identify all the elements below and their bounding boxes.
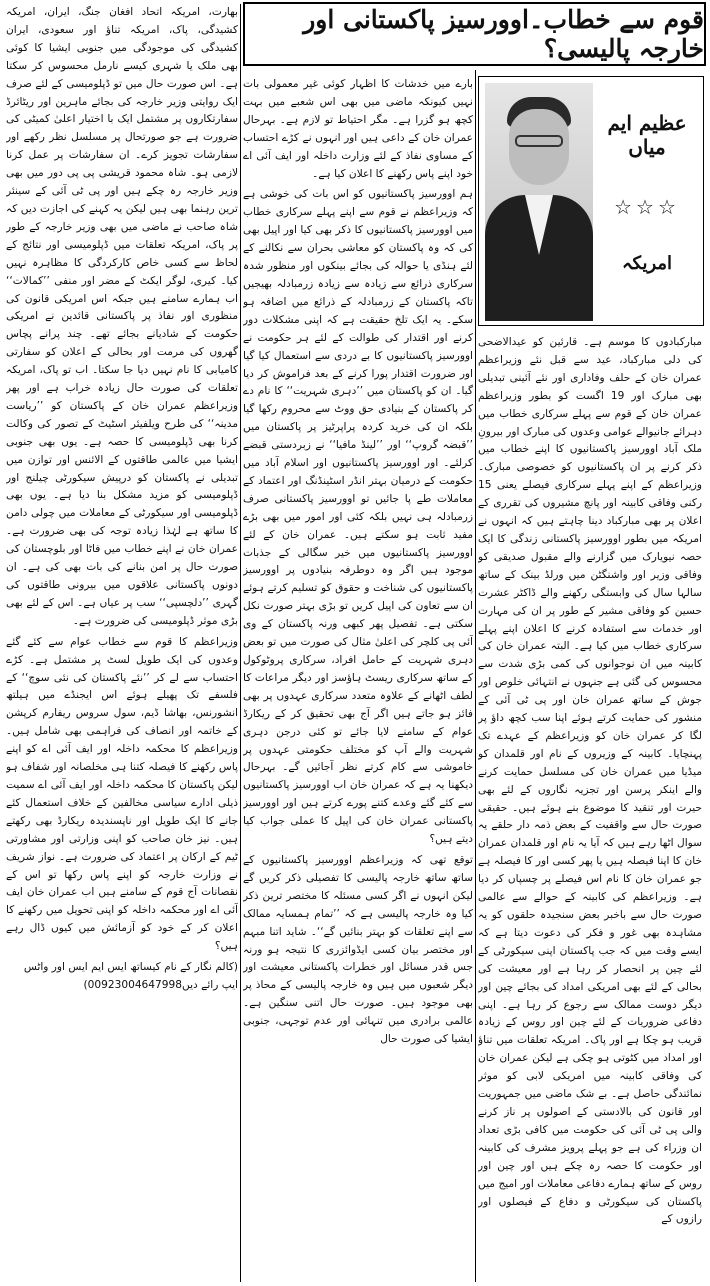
paragraph: وزیراعظم کا قوم سے خطاب عوام سے کئے گئے وعدوں کی ایک طویل لسٹ پر مشتمل ہے۔ کڑے احتساب سے لے کر ’’نئے پاکستان کی نئی سوچ‘‘ کے فلسفے تک پھیلے ہوئے اس ایجنڈے میں ہیلتھ انشورنس، بھاشا ڈیم، سول سروس ریفارم کرپشن کے خاتمہ اور انصاف کی فراہمی بھی شامل ہیں۔ وزیراعظم کا محکمہ داخلہ اور ایف آئی اے کو اپنے پاس رکھنے کا فیصلہ کتنا ہی مخلصانہ اور شفاف ہو لیکن پاکستان کا محکمہ داخلہ اور ایف آئی اے سمیت ذیلی ادارے سیاسی مخالفین کے خلاف استعمال کئے جانے کا ایک طویل اور ناپسندیدہ ریکارڈ بھی رکھتے ہیں۔ نیز خان صاحب کو اپنی وزارتی اور مشاورتی ٹیم کے ارکان پر اعتماد کی ضرورت ہے۔ نواز شریف نے وزارت خارجہ کو اپنے پاس رکھا تو اس کے نقصانات آج قوم کے سامنے ہیں اب عمران خان ایف آئی اے اور محکمہ داخلہ کو اپنی تحویل میں رکھنے کا اعلان کر کے خود کو آزمائش میں کیوں ڈال رہے ہیں؟ <box>6 635 238 953</box>
headline-box <box>243 2 706 66</box>
paragraph: مبارکبادوں کا موسم ہے۔ قارئین کو عیدالاضحی کی دلی مبارکباد، عید سے قبل نئے وزیراعظم عمران خان کے حلف وفاداری اور نئے آئینی تبدیلی بھی مبارک اور 19 اگست کو بطور وزیراعظم عمران خان کے قوم سے پہلے سرکاری خطاب میں دہرائے جانیوالے عوامی وعدوں کی مبارک اور بیرونِ ملک آباد اوورسیز پاکستانیوں کا اپنے خطاب میں ذکر کرنے پر ان پاکستانیوں کو خصوصی مبارک۔ وزیراعظم کے اپنے پہلے سرکاری فیصلے یعنی 15 رکنی وفاقی کابینہ اور پانچ مشیروں کی تقرری کے اعلان پر بھی مبارکباد دینا چاہتے ہیں کہ انہوں نے امریکہ میں بطور اوورسیز پاکستانی زندگی کا ایک حصہ نیویارک میں گزارنے والے مقبول صدیقی کو وفاقی وزیر اور واشنگٹن میں ورلڈ بینک کے ساتھ سالہا سال کی وابستگی رکھنے والے ڈاکٹر عشرت حسین کو وفاقی مشیر کے طور پر ان کی مہارت اور خدمات سے استفادہ کرنے کا اعلان اپنے پہلے سرکاری خطاب میں کیا ہے۔ البتہ عمران خان کی کابینہ میں ان نوجوانوں کی کمی بڑی شدت سے محسوس کی گئی ہے جنہوں نے انتہائی خلوص اور جوش کے ساتھ عمران خان اور پی ٹی آئی کے منشور کی حمایت کرتے ہوئے اپنا سب کچھ داؤ پر لگا کر عمران خان کو وزیراعظم کے عہدے تک پہنچایا۔ کابینہ کے وزیروں کے نام اور قلمدان کو میڈیا میں عمران خان کی مسلسل حمایت کرنے والے اینکر پرسن اور تجزیہ نگاروں کے لئے بھی حیرت اور تنقید کا موضوع بنے ہوئے ہیں۔ حقیقی صورت حال سے واقفیت کے بعض ذمہ دار حلقے یہ سوال اٹھا رہے ہیں کہ آیا یہ نام اور قلمدان عمران خان کا اپنا فیصلہ ہیں یا پھر کسی اور کا فیصلہ ہے جو عمران خان کا نام اس فیصلے پر چسپاں کر دیا ہے۔ وزیراعظم کی کابینہ کے حوالے سے عالمی صورت حال سے باخبر بعض سنجیدہ حلقوں کو یہ مشاہدہ بھی غور و فکر کی دعوت دیتا ہے کہ ایسے وقت میں کہ جب پاکستان اپنی سیکورٹی کے لئے چین پر انحصار کر رہا ہے اور معیشت کی بحالی کے لئے بھی امریکی امداد کی بجائے چین اور دیگر دوست ممالک سے رجوع کر رہا ہے۔ اپنی دفاعی ضروریات کے لئے چین اور روس کے زیادہ قریب ہو چکا ہے اور پاک۔ امریکہ تعلقات میں تناؤ اور امداد میں کٹوتی ہو چکی ہے لیکن عمران خان کی وفاقی کابینہ میں امریکی لابی کو موثر نمائندگی حاصل ہے۔ بے شک ماضی میں جمہوریت اور قانون کی بالادستی کے اصولوں پر ناز کرنے والی پی ٹی آئی کی حکومت میں کافی بڑی تعداد ان وزراء کی ہے جو پہلے پرویز مشرف کی کابینہ اور حکومت کا حصہ رہ چکے ہیں اور چین اور روس کے ساتھ ہمارے دفاعی معاملات اور امیج میں پاکستان کی سیکورٹی و دفاع کے فیصلوں اور رازوں کے <box>478 336 702 1226</box>
author-stars: ☆☆☆ <box>614 195 680 219</box>
author-photo <box>485 83 593 321</box>
column-divider-right <box>475 70 476 1282</box>
photo-glasses <box>515 135 563 147</box>
column-divider-left <box>240 4 241 1282</box>
paragraph: ہم اوورسیز پاکستانیوں کو اس بات کی خوشی ہے کہ وزیراعظم نے قوم سے اپنے پہلے سرکاری خطاب میں اوورسیز پاکستانیوں کا ذکر بھی کیا اور اپیل بھی کی کہ وہ پاکستان کو معاشی بحران سے نکالنے کے لئے ہنڈی یا حوالہ کی بجائے بینکوں اور منظور شدہ سرکاری ذرائع سے زیادہ سے زیادہ زرمبادلہ بھیجیں تاکہ پاکستان کے زرمبادلہ کے ذرائع میں اضافہ ہو سکے۔ یہ ایک تلخ حقیقت ہے کہ اپنی مشکلات دور کرنے اور اقتدار کی طوالت کے لئے ہر حکومت نے اوورسیز پاکستانیوں کا بے دردی سے استعمال کیا گیا اور ضرورت اقتدار پورا کرنے کے بعد فراموش کر دیا گیا۔ ان کو پاکستان میں ’’دہری شہریت‘‘ کا نام دے کر پاکستان کے بنیادی حق ووٹ سے محروم رکھا گیا بلکہ ان کی خرید کردہ پراپرٹیز پر پاکستان میں ’’قبضہ گروپ‘‘ اور ’’لینڈ مافیا‘‘ نے زبردستی قبضے کرلئے۔ اور اوورسیز پاکستانیوں اور اسلام آباد میں حکومت کے درمیان بہتر انڈر اسٹینڈنگ اور اعتماد کے معاملات طے پا جائیں تو اوورسیز پاکستانی صرف زرمبادلہ ہی نہیں بلکہ کئی اور امور میں بھی بڑے مفید ثابت ہو سکتے ہیں۔ عمران خان کے لئے اوورسیز پاکستانیوں میں خیر سگالی کے جذبات موجود ہیں اگر وہ دوطرفہ بنیادوں پر اوورسیز پاکستانیوں کی شناخت و حقوق کو تسلیم کرتے ہوئے ان سے تعاون کی اپیل کریں تو بڑی بہتر صورت نکل سکتی ہے۔ تفصیل پھر کبھی ورنہ پاکستان کے وی آئی پی کلچر کی اعلیٰ مثال کی صورت میں تو بعض دہری شہریت کے حامل افراد، سرکاری پروٹوکول کے ساتھ سرکاری ریسٹ ہاؤسز اور دیگر مراعات کا لطف اٹھانے کے علاوہ متعدد سرکاری عہدوں پر بھی فائز ہو جاتے ہیں اگر آج بھی تحقیق کر کے ریکارڈ عوام کے سامنے لایا جائے تو کئی درجن دہری شہریت والے آپ کو مختلف حکومتی عہدوں پر خاموشی سے کام کرتے نظر آجائیں گے۔ بہرحال دیکھنا یہ ہے کہ عمران خان اب اوورسیز پاکستانیوں سے کئے گئے وعدے کتنے پورے کرتے ہیں اور اوورسیز پاکستانی عمران خان کی اپیل کا عملی جواب کیا دیتے ہیں؟ <box>243 188 473 846</box>
paragraph: توقع تھی کہ وزیراعظم اوورسیز پاکستانیوں کے ساتھ ساتھ خارجہ پالیسی کا تفصیلی ذکر کریں گے لیکن انہوں نے اگر کسی مسئلہ کا مختصر ترین ذکر کیا وہ خارجہ پالیسی ہے کہ ’’تمام ہمسایہ ممالک سے اپنے تعلقات کو بہتر بنائیں گے‘‘۔ شاید اتنا مبہم اور مختصر بیان کسی ایڈوائزری کا نتیجہ ہو ورنہ جس قدر مسائل اور خطرات پاکستانی معیشت اور دیگر شعبوں میں ہیں وہ خارجہ پالیسی کے محاذ پر بھی موجود ہیں۔ صورت حال اتنی سنگین ہے۔ عالمی برادری میں تنہائی اور عدم توجہی، جنوبی ایشیا کی صورت حال <box>243 853 473 1046</box>
paragraph: بارے میں خدشات کا اظہار کوئی غیر معمولی بات نہیں کیونکہ ماضی میں بھی اس شعبے میں بہت کچھ ہو گزرا ہے۔ مگر احتیاط تو لازم ہے۔ بہرحال عمران خان کے داعی ہیں اور انہوں نے کڑے احتساب کے مساوی نفاذ کے لئے وزارت داخلہ اور ایف آئی اے خود اپنے پاس رکھنے کا اعلان کیا ہے۔ <box>243 78 473 180</box>
article-column-middle <box>243 76 473 1284</box>
footer-note: (کالم نگار کے نام کیساتھ ایس ایم ایس اور واٹس ایپ رائے دیں00923004647998) <box>23 961 238 991</box>
author-name: عظیم ایم میاں <box>607 111 687 159</box>
headline: قوم سے خطاب۔اوورسیز پاکستانی اور خارجہ پالیسی؟ <box>303 5 704 63</box>
article-column-right <box>478 334 702 1284</box>
photo-face <box>509 109 569 185</box>
article-column-left <box>6 4 238 1284</box>
paragraph: بھارت، امریکہ اتحاد افغان جنگ، ایران، امریکہ کشیدگی، پاک، امریکہ تناؤ اور سعودی، ایران کشیدگی کی موجودگی میں جنوبی ایشیا کا کوئی بھی ملک یا شہری کیسے نارمل محسوس کر سکتا ہے۔ اس صورت حال میں تو ڈپلومیسی کے لئے صرف ایک روایتی وزیر خارجہ کی بجائے ماہرین اور ریٹائرڈ سفارتکاروں پر مشتمل ایک با اختیار اعلیٰ کمیٹی کی ضرورت ہے جو صورتحال پر مسلسل نظر رکھے اور سفارشات تجویز کرے۔ ان سفارشات پر عمل کرنا لازمی ہو۔ شاہ محمود قریشی پی پی دور میں بھی وزیر خارجہ رہ چکے ہیں اور پی ٹی آئی کے سینئر ترین رہنما بھی ہیں لیکن یہ کہنے کی اجازت دیں کہ شاہ صاحب نے ماضی میں بھی وزیر خارجہ کے طور پر پاک، امریکہ تعلقات میں ڈپلومیسی اور نتائج کے لحاظ سے کسی خاص کارکردگی کا مظاہرہ نہیں کیا۔ کیری، لوگر ایکٹ کے مضر اور منفی ’’کمالات‘‘ اب ہمارے سامنے ہیں جبکہ اس امریکی قانون کی منظوری اور نفاذ پر پاکستانی قائدین نے امریکی حکومت کے شادیانے بجائے تھے۔ چند پرانے پچاس گھروں کی مرمت اور بحالی کے اعلان کو سفارتی کامیابی کا نام نہیں دیا جا سکتا۔ اب تو پاک، امریکہ تعلقات کی صورت حال زیادہ خراب ہے اور پھر وزیراعظم عمران خان کے پاکستان کو ’’ریاست مدینہ‘‘ کی طرح ویلفیئر اسٹیٹ کے تصور کی وکالت کرنا بھی ڈپلومیسی کا حصہ ہے۔ یوں بھی جنوبی ایشیا میں عالمی طاقتوں کے الائنس اور توازن میں تبدیلی نے پاکستان کو درپیش سیکورٹی چیلنج اور ڈپلومیسی کو مزید مشکل بنا دیا ہے۔ یوں بھی ڈپلومیسی اور سیکورٹی کے معاملات میں چولی دامن کا ساتھ ہے لہٰذا زیادہ توجہ کی بھی ضرورت ہے۔ عمران خان نے اپنے خطاب میں فاٹا اور بلوچستان کی صورت حال پر امن بنانے کی بات بھی کی ہے۔ ان دونوں پاکستانی علاقوں میں بیرونی طاقتوں کی گہری ’’دلچسپی‘‘ سب پر عیاں ہے۔ اس کے لئے بھی بڑی موثر ڈپلومیسی کی ضرورت ہے۔ <box>6 6 238 627</box>
author-location: امریکہ <box>621 253 673 274</box>
author-box <box>478 76 704 326</box>
